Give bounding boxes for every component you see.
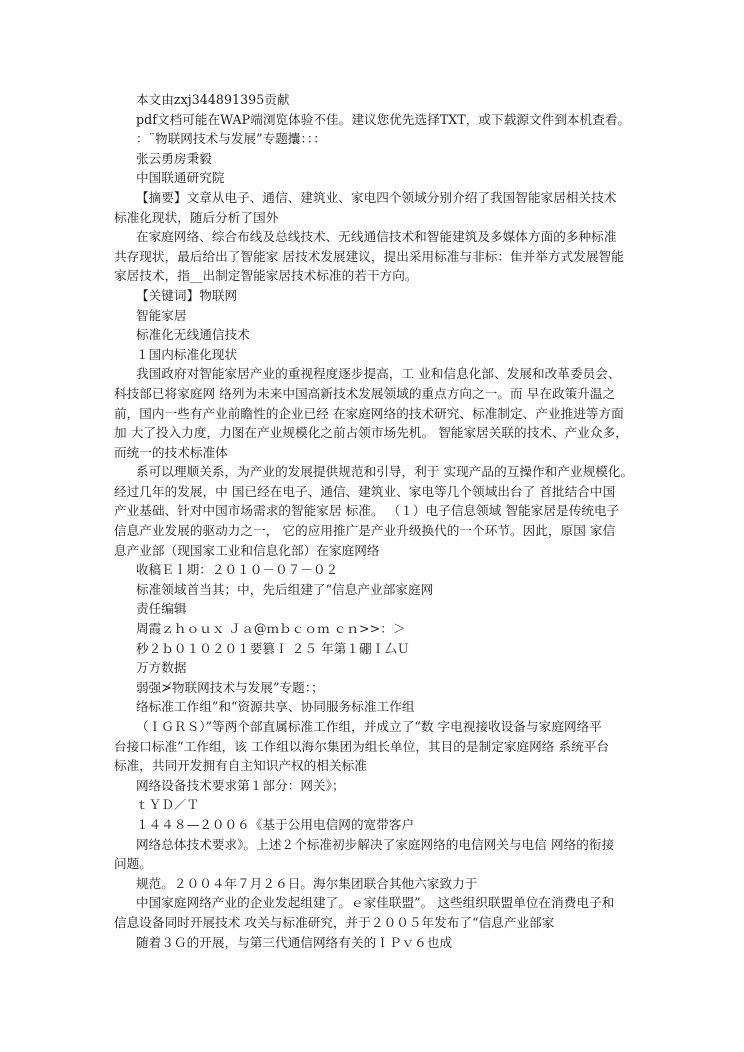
text-line: 科技部已将家庭网 络列为未来中国高新技术发展领域的重点方向之一。而 早在政策升温之 <box>114 385 616 401</box>
text-line: 息产业部（现国家工业和信息化部）在家庭网络 <box>114 542 380 558</box>
text-line: 弱强≯物联网技术与发展”专题：； <box>136 679 324 695</box>
text-line: 加 大了投入力度，力图在产业规模化之前占领市场先机。 智能家居关联的技术、产业众多， <box>114 425 628 441</box>
text-line: 信息设备同时开展技术 攻关与标准研究，并于２００５年发布了“信息产业部家 <box>114 914 555 930</box>
text-line: 共存现状，最后给出了智能家 居技术发展建议，提出采用标准与非标：隹并举方式发展智能 <box>114 248 624 264</box>
document-body <box>114 90 652 952</box>
text-line: 中国家庭网络产业的企业发起组建了。ｅ家佳联盟”。 这些组织联盟单位在消费电子和 <box>136 895 615 911</box>
text-line: 我国政府对智能家居产业的重视程度逐步提高，工 业和信息化部、发展和改革委员会、 <box>136 366 621 382</box>
text-line: 随着３Ｇ的开展，与第三代通信网络有关的ＩＰｖ６也成 <box>136 934 453 950</box>
text-line: 而统一的技术标准体 <box>114 444 228 460</box>
text-line: 标准领域首当其；中，先后组建了“信息产业部家庭网 <box>136 581 434 597</box>
text-line: pdf文档可能在WAP端浏览体验不佳。建议您优先选择TXT，或下载源文件到本机查看。 <box>136 111 631 127</box>
text-line: 问题。 <box>114 856 152 872</box>
text-line: 台接口标准”工作组，该 工作组以海尔集团为组长单位，其目的是制定家庭网络 系统平台 <box>114 738 610 754</box>
text-line: 规范。２００４年７月２６日。海尔集团联合其他六家致力于 <box>136 875 478 891</box>
text-line: 网络总体技术要求》。上述２个标准初步解决了家庭网络的电信网关与电信 网络的衔接 <box>136 836 615 852</box>
text-line: １４４８—２００６《基于公用电信网的宽带客户 <box>136 816 415 832</box>
text-line: 万方数据 <box>136 660 187 676</box>
text-line: 本文由zxj344891395贡献 <box>136 92 290 107</box>
text-line: 张云勇房秉毅 <box>136 150 212 166</box>
text-line: ：¨物联网技术与发展”专题攮：：： <box>136 131 326 147</box>
text-line: １国内标准化现状 <box>136 346 238 362</box>
text-line: 智能家居 <box>136 307 187 323</box>
text-line: 信息产业发展的驱动力之一， 它的应用推广是产业升级换代的一个环节。因此，原国 家信 <box>114 523 616 539</box>
text-line: 网络设备技术要求第１部分：网关》； <box>136 777 345 793</box>
text-line: 经过几年的发展，中 国已经在电子、通信、建筑业、家电等几个领域出台了 首批结合中国 <box>114 483 616 499</box>
text-line: 在家庭网络、综合布线及总线技术、无线通信技术和智能建筑及多媒体方面的多种标准 <box>136 229 617 245</box>
text-line: 责任编辑 <box>136 601 187 617</box>
text-line: 标准，共同开发拥有自主知识产权的相关标准 <box>114 758 367 774</box>
text-line: 标准化无线通信技术 <box>136 327 250 343</box>
text-line: 收稿Ｅｌ期：２０１０－０７－０２ <box>136 562 339 578</box>
text-line: 秒２ｂ０１０２０１要篡Ｉ ２５ 年第１硼Ｉ厶Ｕ <box>136 640 410 656</box>
text-line: 中国联通研究院 <box>136 170 225 186</box>
text-line: 前，国内一些有产业前瞻性的企业已经 在家庭网络的技术研究、标准制定、产业推进等方面 <box>114 405 624 421</box>
text-line: 产业基础、针对中国市场需求的智能家居 标准。 （１）电子信息领域 智能家居是传统电子 <box>114 503 620 519</box>
text-line: 【摘要】文章从电子、通信、建筑业、家电四个领域分别介绍了我国智能家居相关技术 <box>136 189 617 205</box>
text-line: 家居技术，指__出制定智能家居技术标准的若干方向。 <box>114 268 418 284</box>
text-line: 标准化现状，随后分析了国外 <box>114 209 279 225</box>
text-line: 【关键词】物联网 <box>136 287 238 303</box>
text-line: ｔＹＤ／Ｔ <box>136 797 200 813</box>
text-line: 周霞ｚｈｏｕｘ Ｊａ@ｍｂｃｏｍ ｃｎ>>：＞ <box>136 621 406 637</box>
text-line: 络标准工作组”和“资源共享、协同服务标准工作组 <box>136 699 415 715</box>
text-line: （ＩＧＲＳ）”等两个部直属标准工作组，并成立了“数 字电视接收设备与家庭网络平 <box>136 719 602 734</box>
text-line: 系可以理顺关系，为产业的发展提供规范和引导，利于 实现产品的互操作和产业规模化。 <box>136 464 634 480</box>
